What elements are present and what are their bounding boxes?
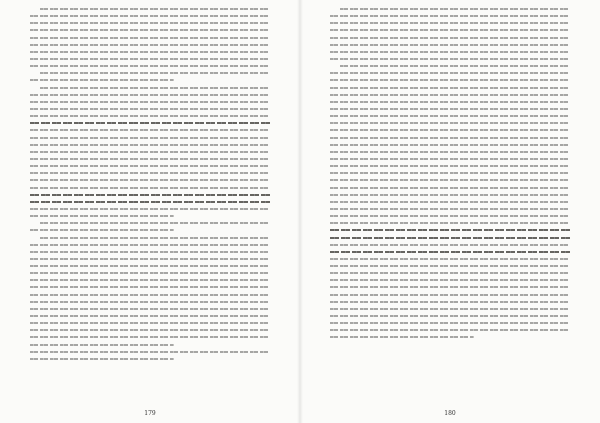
book-gutter xyxy=(297,0,303,423)
left-page-text-block xyxy=(30,8,270,408)
right-page-text-block xyxy=(330,8,570,408)
right-page xyxy=(300,0,600,423)
page-number-left: 179 xyxy=(144,410,156,417)
page-number-right: 180 xyxy=(444,410,456,417)
